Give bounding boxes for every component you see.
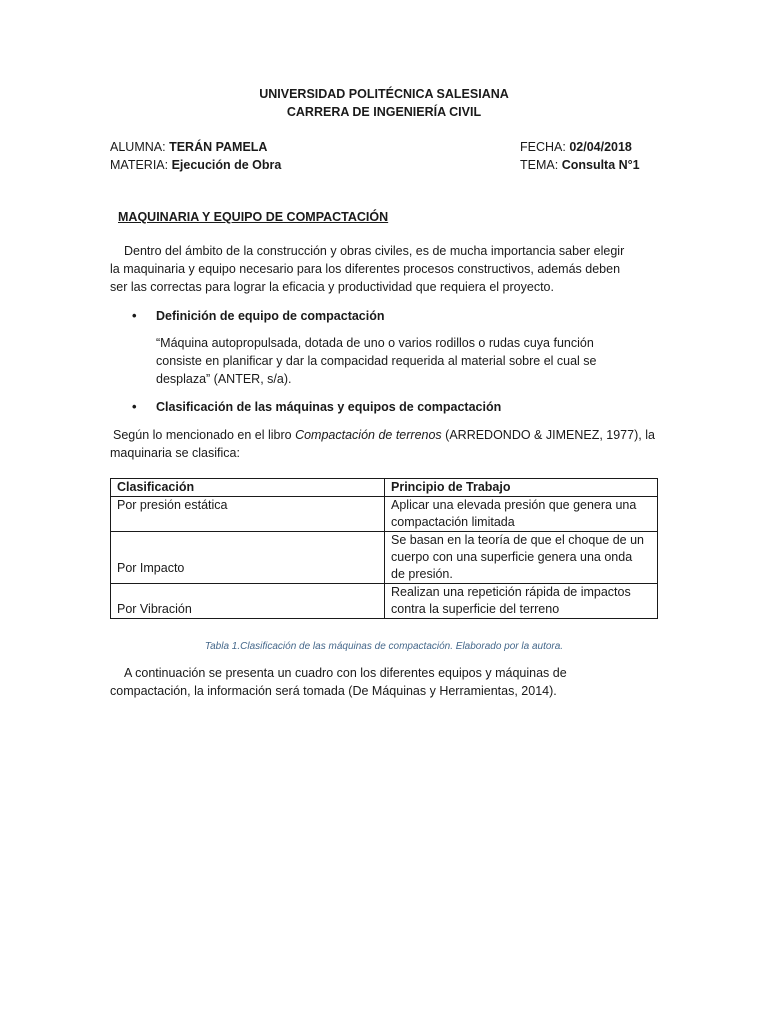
date-label: FECHA: — [520, 140, 566, 154]
bullet-classification — [132, 398, 502, 416]
quote-line: desplaza” (ANTER, s/a). — [156, 372, 292, 386]
principle-line: de presión. — [391, 567, 453, 581]
section-title: MAQUINARIA Y EQUIPO DE COMPACTACIÓN — [118, 210, 389, 224]
row-type: Por Vibración — [111, 584, 385, 619]
row-type: Por presión estática — [111, 497, 385, 532]
topic-value: Consulta N°1 — [561, 158, 640, 172]
student-line — [110, 138, 267, 156]
intro-paragraph — [110, 242, 655, 296]
mention-line-2: maquinaria se clasifica: — [110, 446, 240, 460]
table-row — [111, 584, 658, 619]
date-line — [520, 138, 632, 156]
quote-line: “Máquina autopropulsada, dotada de uno o varios rodillos o rudas cuya función — [156, 336, 594, 350]
row-principle — [385, 532, 658, 584]
principle-line: Se basan en la teoría de que el choque de un — [391, 533, 644, 547]
classification-table — [110, 478, 658, 619]
closing-paragraph — [110, 664, 655, 700]
intro-line: ser las correctas para lograr la eficacia y productividad que requiera el proyecto. — [110, 280, 554, 294]
row-principle — [385, 497, 658, 532]
closing-line: A continuación se presenta un cuadro con los diferentes equipos y máquinas de — [124, 666, 567, 680]
row-type: Por Impacto — [111, 532, 385, 584]
career-title: CARRERA DE INGENIERÍA CIVIL — [286, 105, 482, 119]
header-principle: Principio de Trabajo — [385, 479, 658, 497]
university-title: UNIVERSIDAD POLITÉCNICA SALESIANA — [259, 87, 509, 101]
header-classification: Clasificación — [111, 479, 385, 497]
bullet-dot-icon: • — [132, 399, 137, 414]
table-header-row — [111, 479, 658, 497]
subject-value: Ejecución de Obra — [171, 158, 282, 172]
principle-line: contra la superficie del terreno — [391, 602, 560, 616]
table-caption: Tabla 1.Clasificación de las máquinas de compactación. Elaborado por la autora. — [204, 641, 564, 652]
intro-line: Dentro del ámbito de la construcción y obras civiles, es de mucha importancia saber elegir — [124, 244, 625, 258]
mention-text: Según lo mencionado en el libro — [113, 428, 296, 442]
topic-label: TEMA: — [520, 158, 559, 172]
student-label: ALUMNA: — [110, 140, 166, 154]
table-row — [111, 532, 658, 584]
book-title: Compactación de terrenos — [295, 428, 442, 442]
subject-label: MATERIA: — [110, 158, 169, 172]
principle-line: Aplicar una elevada presión que genera una — [391, 498, 637, 512]
principle-line: cuerpo con una superficie genera una onda — [391, 550, 633, 564]
mention-citation: (ARREDONDO & JIMENEZ, 1977), la — [441, 428, 655, 442]
subject-line — [110, 156, 281, 174]
principle-line: Realizan una repetición rápida de impactos — [391, 585, 631, 599]
definition-quote — [156, 334, 656, 388]
bullet-definition-title: Definición de equipo de compactación — [156, 309, 385, 323]
bullet-definition — [132, 307, 385, 325]
bullet-dot-icon: • — [132, 308, 137, 323]
principle-line: compactación limitada — [391, 515, 515, 529]
intro-line: la maquinaria y equipo necesario para los diferentes procesos constructivos, además deben — [110, 262, 621, 276]
closing-line: compactación, la información será tomada (De Máquinas y Herramientas, 2014). — [110, 684, 557, 698]
quote-line: consiste en planificar y dar la compacidad requerida al material sobre el cual se — [156, 354, 597, 368]
topic-line — [520, 156, 640, 174]
date-value: 02/04/2018 — [569, 140, 632, 154]
mention-line-1 — [113, 426, 658, 444]
table-row — [111, 497, 658, 532]
mention-paragraph — [110, 426, 658, 462]
bullet-classification-title: Clasificación de las máquinas y equipos de compactación — [156, 400, 502, 414]
row-principle — [385, 584, 658, 619]
student-value: TERÁN PAMELA — [169, 140, 268, 154]
